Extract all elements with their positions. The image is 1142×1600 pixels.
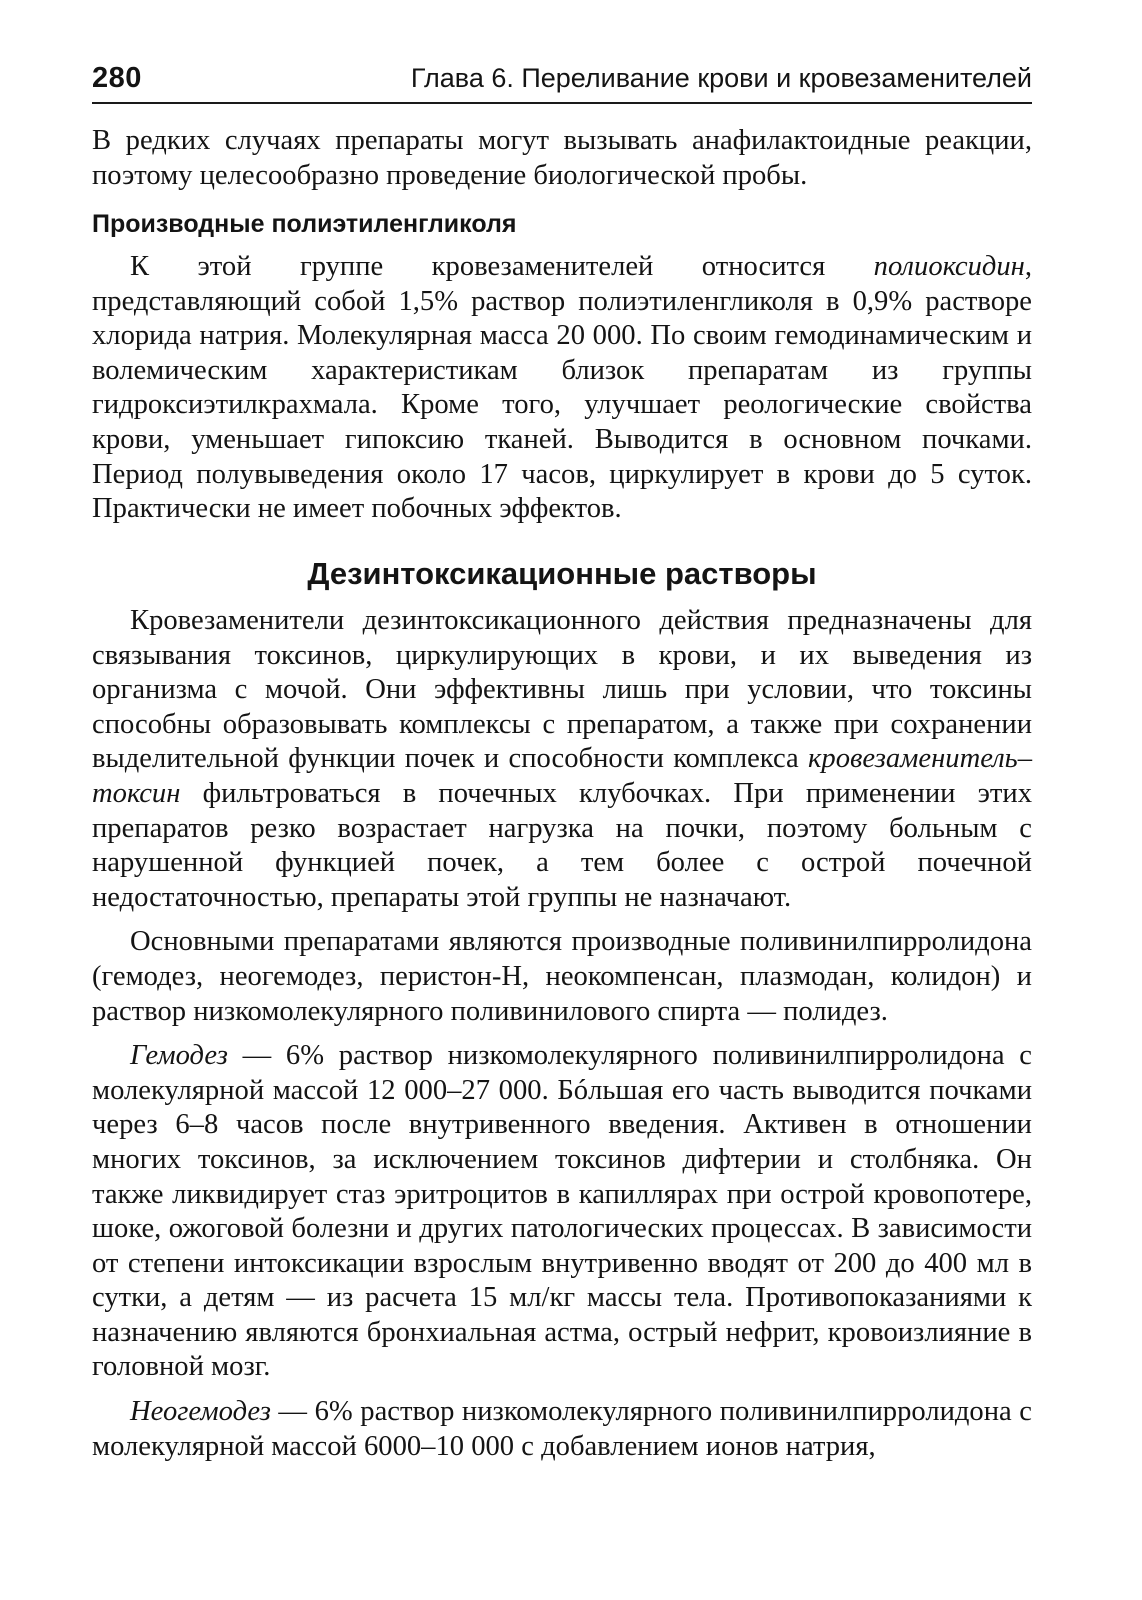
detox-p1-italic: кровезаменитель–токсин: [92, 743, 1032, 809]
neogemodez-name: Неогемодез: [130, 1396, 271, 1428]
neogemodez-text: — 6% раствор низкомолекулярного поливинилпирролидона с молекулярной массой 6000–10 000 с добавлением ионов натрия,: [92, 1396, 1032, 1462]
intro-paragraph: В редких случаях препараты могут вызывать анафилактоидные реакции, поэтому целесообразно проведение биологической пробы.: [92, 125, 1032, 191]
peg-text-rest: , представляющий собой 1,5% раствор полиэтиленгликоля в 0,9% растворе хлорида натрия. Молекулярная масса 20 000. По своим гемодинамическим и волемическим характеристикам близок препаратам из группы гидроксиэтилкрахмала. Кроме того, улучшает реологические свойства крови, уменьшает гипоксию тканей. Выводится в основном почками. Период полувыведения около 17 часов, циркулирует в крови до 5 суток. Практически не имеет побочных эффектов.: [92, 251, 1032, 525]
detox-section-title: Дезинтоксикационные растворы: [307, 556, 817, 591]
peg-section-heading: Производные полиэтиленгликоля: [92, 210, 517, 238]
detox-paragraph-2: Основными препаратами являются производные поливинилпирролидона (гемодез, неогемодез, перистон-Н, неокомпенсан, плазмодан, колидон) и раствор низкомолекулярного поливинилового спирта — полидез.: [92, 926, 1032, 1027]
page-header: [92, 58, 1032, 104]
intro-paragraph-block: [92, 124, 1032, 193]
gemodez-text: — 6% раствор низкомолекулярного поливинилпирролидона с молекулярной массой 12 000–27 000. Бóльшая его часть выводится почками через 6–8 часов после внутривенного введения. Активен в отношении многих токсинов, за исключением токсинов дифтерии и столбняка. Он также ликвидирует стаз эритроцитов в капиллярах при острой кровопотере, шоке, ожоговой болезни и других патологических процессах. В зависимости от степени интоксикации взрослым внутривенно вводят от 200 до 400 мл в сутки, а детям — из расчета 15 мл/кг массы тела. Противопоказаниями к назначению являются бронхиальная астма, острый нефрит, кровоизлияние в головной мозг.: [92, 1040, 1032, 1383]
peg-text-start: К этой группе кровезаменителей относится: [130, 251, 874, 282]
detox-p1-start: Кровезаменители дезинтоксикационного действия предназначены для связывания токсинов, циркулирующих в крови, и их выведения из организма с мочой. Они эффективны лишь при условии, что токсины способны образовывать комплексы с препаратом, а также при сохранении выделительной функции почек и способности комплекса: [92, 605, 1032, 775]
page-number: 280: [92, 62, 142, 94]
peg-paragraph-block: [92, 250, 1032, 527]
running-head: Глава 6. Переливание крови и кровезаменителей: [410, 63, 1032, 93]
peg-drug-name: полиоксидин: [873, 251, 1025, 282]
neogemodez-paragraph: [92, 1395, 1032, 1464]
detox-paragraph-1: [92, 604, 1032, 915]
gemodez-name: Гемодез: [130, 1040, 228, 1072]
detox-p1-rest: фильтроваться в почечных клубочках. При применении этих препаратов резко возрастает нагрузка на почки, поэтому больным с нарушенной функцией почек, а тем более с острой почечной недостаточностью, препараты этой группы не назначают.: [92, 777, 1032, 913]
peg-paragraph: [92, 250, 1032, 527]
gemodez-paragraph: [92, 1039, 1032, 1385]
detox-paragraphs-block: [92, 604, 1032, 1464]
